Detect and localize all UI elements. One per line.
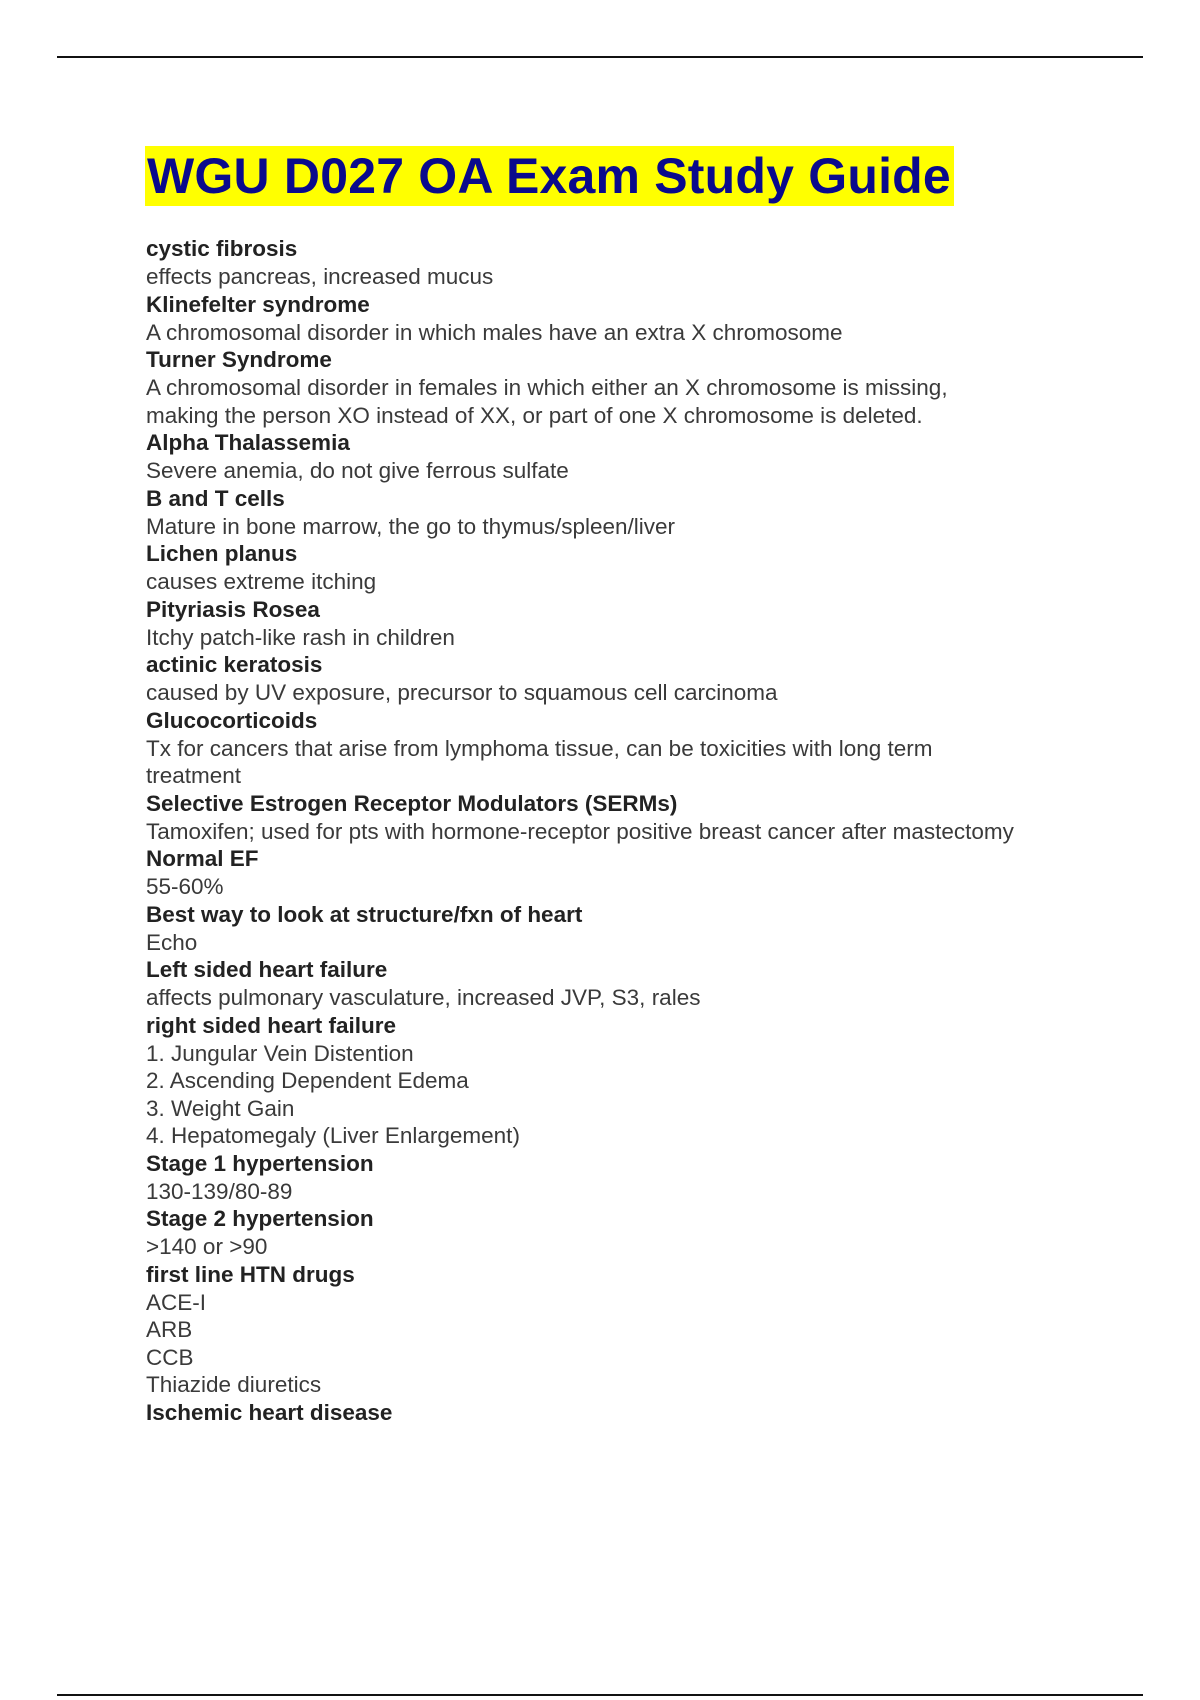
entry-definition bbox=[146, 624, 1096, 652]
study-entry bbox=[146, 1205, 1096, 1261]
entry-definition bbox=[146, 929, 1096, 957]
definition-line: 1. Jungular Vein Distention bbox=[146, 1040, 414, 1066]
entry-term: Normal EF bbox=[146, 846, 259, 871]
definition-line: Tamoxifen; used for pts with hormone-receptor positive breast cancer after mastectomy bbox=[146, 818, 1014, 844]
definition-line: making the person XO instead of XX, or part of one X chromosome is deleted. bbox=[146, 402, 923, 428]
definition-line: ARB bbox=[146, 1317, 193, 1342]
entry-definition bbox=[146, 568, 1096, 596]
study-entry bbox=[146, 1150, 1096, 1206]
entry-definition bbox=[146, 1289, 1096, 1399]
definition-line: Mature in bone marrow, the go to thymus/spleen/liver bbox=[146, 513, 676, 539]
definition-line: 2. Ascending Dependent Edema bbox=[146, 1068, 469, 1093]
entry-term: right sided heart failure bbox=[146, 1012, 397, 1038]
entry-term: Alpha Thalassemia bbox=[146, 430, 350, 455]
entry-term: Stage 2 hypertension bbox=[146, 1206, 374, 1231]
study-entry bbox=[146, 707, 1096, 790]
definition-line: Severe anemia, do not give ferrous sulfate bbox=[146, 458, 569, 483]
definition-line: treatment bbox=[146, 763, 242, 788]
study-entry bbox=[146, 429, 1096, 485]
entry-term: Pityriasis Rosea bbox=[146, 596, 320, 622]
study-entry bbox=[146, 540, 1096, 596]
definition-line: A chromosomal disorder in females in which either an X chromosome is missing, bbox=[146, 375, 948, 400]
study-entry bbox=[146, 235, 1096, 291]
definition-line: CCB bbox=[146, 1344, 194, 1370]
study-entry bbox=[146, 1012, 1096, 1150]
study-entry bbox=[146, 1261, 1096, 1399]
definition-line: causes extreme itching bbox=[146, 569, 377, 594]
entry-definition bbox=[146, 679, 1096, 707]
study-entry bbox=[146, 485, 1096, 541]
entry-term: Selective Estrogen Receptor Modulators (SERMs) bbox=[146, 790, 678, 816]
entry-definition bbox=[146, 263, 1096, 291]
definition-line: 4. Hepatomegaly (Liver Enlargement) bbox=[146, 1123, 520, 1148]
entry-definition bbox=[146, 818, 1096, 846]
study-entry bbox=[146, 845, 1096, 901]
definition-line: 130-139/80-89 bbox=[146, 1178, 293, 1204]
entry-definition bbox=[146, 1233, 1096, 1261]
entry-term: B and T cells bbox=[146, 485, 285, 511]
bottom-rule bbox=[57, 1694, 1143, 1696]
entry-term: actinic keratosis bbox=[146, 652, 323, 677]
entry-term: Glucocorticoids bbox=[146, 707, 318, 733]
definition-line: Itchy patch-like rash in children bbox=[146, 624, 455, 650]
study-entry bbox=[146, 1399, 1096, 1427]
top-rule bbox=[57, 56, 1143, 58]
definition-line: affects pulmonary vasculature, increased JVP, S3, rales bbox=[146, 985, 701, 1010]
page-title: WGU D027 OA Exam Study Guide bbox=[145, 146, 954, 206]
entry-term: Klinefelter syndrome bbox=[146, 291, 370, 317]
entry-definition bbox=[146, 374, 1096, 429]
entry-definition bbox=[146, 735, 1096, 790]
definition-line: 3. Weight Gain bbox=[146, 1095, 295, 1121]
definition-line: A chromosomal disorder in which males have an extra X chromosome bbox=[146, 319, 843, 345]
definition-line: Echo bbox=[146, 929, 198, 955]
definition-line: ACE-I bbox=[146, 1289, 207, 1315]
entry-definition bbox=[146, 1040, 1096, 1150]
study-entry bbox=[146, 651, 1096, 707]
study-entry bbox=[146, 956, 1096, 1012]
entry-definition bbox=[146, 319, 1096, 347]
entry-definition bbox=[146, 457, 1096, 485]
entry-term: Ischemic heart disease bbox=[146, 1399, 393, 1425]
study-guide-entries bbox=[146, 235, 1096, 1427]
definition-line: Thiazide diuretics bbox=[146, 1372, 322, 1397]
study-entry bbox=[146, 790, 1096, 846]
entry-term: cystic fibrosis bbox=[146, 236, 298, 261]
entry-term: Lichen planus bbox=[146, 541, 298, 566]
definition-line: effects pancreas, increased mucus bbox=[146, 264, 494, 289]
entry-definition bbox=[146, 1178, 1096, 1206]
definition-line: caused by UV exposure, precursor to squamous cell carcinoma bbox=[146, 680, 778, 705]
definition-line: >140 or >90 bbox=[146, 1234, 268, 1259]
definition-line: 55-60% bbox=[146, 874, 224, 899]
entry-term: Stage 1 hypertension bbox=[146, 1150, 374, 1176]
study-entry bbox=[146, 291, 1096, 347]
study-entry bbox=[146, 346, 1096, 429]
entry-term: Turner Syndrome bbox=[146, 347, 332, 372]
study-entry bbox=[146, 901, 1096, 957]
study-entry bbox=[146, 596, 1096, 652]
entry-definition bbox=[146, 873, 1096, 901]
definition-line: Tx for cancers that arise from lymphoma tissue, can be toxicities with long term bbox=[146, 735, 933, 761]
entry-definition bbox=[146, 984, 1096, 1012]
entry-definition bbox=[146, 513, 1096, 541]
entry-term: Best way to look at structure/fxn of heart bbox=[146, 901, 583, 927]
entry-term: first line HTN drugs bbox=[146, 1261, 355, 1287]
entry-term: Left sided heart failure bbox=[146, 957, 388, 982]
